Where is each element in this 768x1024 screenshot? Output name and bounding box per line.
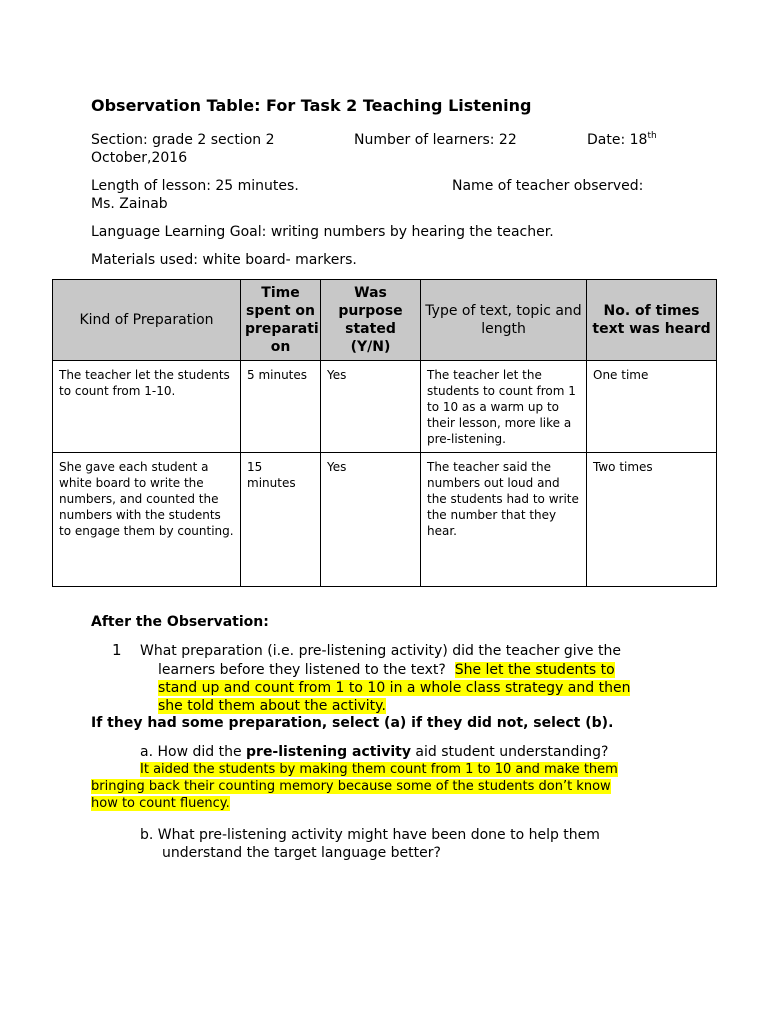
learners-text: Number of learners: 22 xyxy=(354,132,517,148)
table-cell: 15 minutes xyxy=(241,453,321,587)
question-a-answer-line-3 xyxy=(91,795,230,813)
question-1-text: learners before they listened to the text? xyxy=(158,662,446,678)
date-text xyxy=(587,131,657,149)
table-header-row xyxy=(53,280,717,361)
answer-highlight: bringing back their counting memory because some of the students don’t know xyxy=(91,779,611,794)
question-a-prefix: a. How did the xyxy=(140,744,247,760)
question-a-answer-line-1 xyxy=(140,761,618,779)
table-header-cell: No. of times text was heard xyxy=(587,280,717,361)
materials-text: Materials used: white board- markers. xyxy=(91,252,357,268)
question-1-line-2 xyxy=(158,661,615,679)
question-1-line-1: What preparation (i.e. pre-listening activity) did the teacher give the xyxy=(140,643,621,659)
section-text: Section: grade 2 section 2 xyxy=(91,132,275,148)
question-b-line-2: understand the target language better? xyxy=(162,845,441,861)
question-1-answer-line-2 xyxy=(158,679,630,697)
question-a-emphasis: pre-listening activity xyxy=(246,744,411,760)
table-header-cell: Time spent on preparati on xyxy=(241,280,321,361)
document-title: Observation Table: For Task 2 Teaching Listening xyxy=(91,96,532,115)
question-a-suffix: aid student understanding? xyxy=(410,744,609,760)
table-cell: Yes xyxy=(321,453,421,587)
table-header-cell: Was purpose stated (Y/N) xyxy=(321,280,421,361)
lesson-length-text: Length of lesson: 25 minutes. xyxy=(91,178,299,194)
table-cell: Two times xyxy=(587,453,717,587)
instruction-text: If they had some preparation, select (a) if they did not, select (b). xyxy=(91,715,614,731)
answer-highlight: It aided the students by making them count from 1 to 10 and make them xyxy=(140,762,618,777)
table-header-cell: Kind of Preparation xyxy=(53,280,241,361)
table-cell: Yes xyxy=(321,361,421,453)
table-row xyxy=(53,361,717,453)
table-cell: The teacher let the students to count from 1 to 10 as a warm up to their lesson, more like a pre-listening. xyxy=(421,361,587,453)
table-cell: She gave each student a white board to write the numbers, and counted the numbers with the students to engage them by counting. xyxy=(53,453,241,587)
table-cell: The teacher said the numbers out loud and the students had to write the number that they hear. xyxy=(421,453,587,587)
language-goal-text: Language Learning Goal: writing numbers by hearing the teacher. xyxy=(91,224,554,240)
question-1-answer-line-3 xyxy=(158,697,386,715)
table-cell: One time xyxy=(587,361,717,453)
teacher-label: Name of teacher observed: xyxy=(452,178,644,194)
answer-highlight: how to count fluency. xyxy=(91,796,230,811)
answer-highlight: stand up and count from 1 to 10 in a whole class strategy and then xyxy=(158,680,631,696)
question-a-answer-line-2 xyxy=(91,778,611,796)
question-number: 1 xyxy=(112,641,122,659)
date-continued-text: October,2016 xyxy=(91,150,188,166)
observation-table xyxy=(52,279,717,587)
table-row xyxy=(53,453,717,587)
question-a xyxy=(140,743,608,761)
question-1-answer: She let the students to xyxy=(454,662,615,678)
date-prefix: Date: 18 xyxy=(587,132,648,148)
question-b-line-1: b. What pre-listening activity might have been done to help them xyxy=(140,827,600,843)
teacher-name: Ms. Zainab xyxy=(91,196,168,212)
after-observation-heading: After the Observation: xyxy=(91,614,269,630)
table-cell: 5 minutes xyxy=(241,361,321,453)
answer-highlight: she told them about the activity. xyxy=(158,698,386,714)
table-cell: The teacher let the students to count from 1-10. xyxy=(53,361,241,453)
date-superscript: th xyxy=(647,131,657,141)
table-header-cell: Type of text, topic and length xyxy=(421,280,587,361)
